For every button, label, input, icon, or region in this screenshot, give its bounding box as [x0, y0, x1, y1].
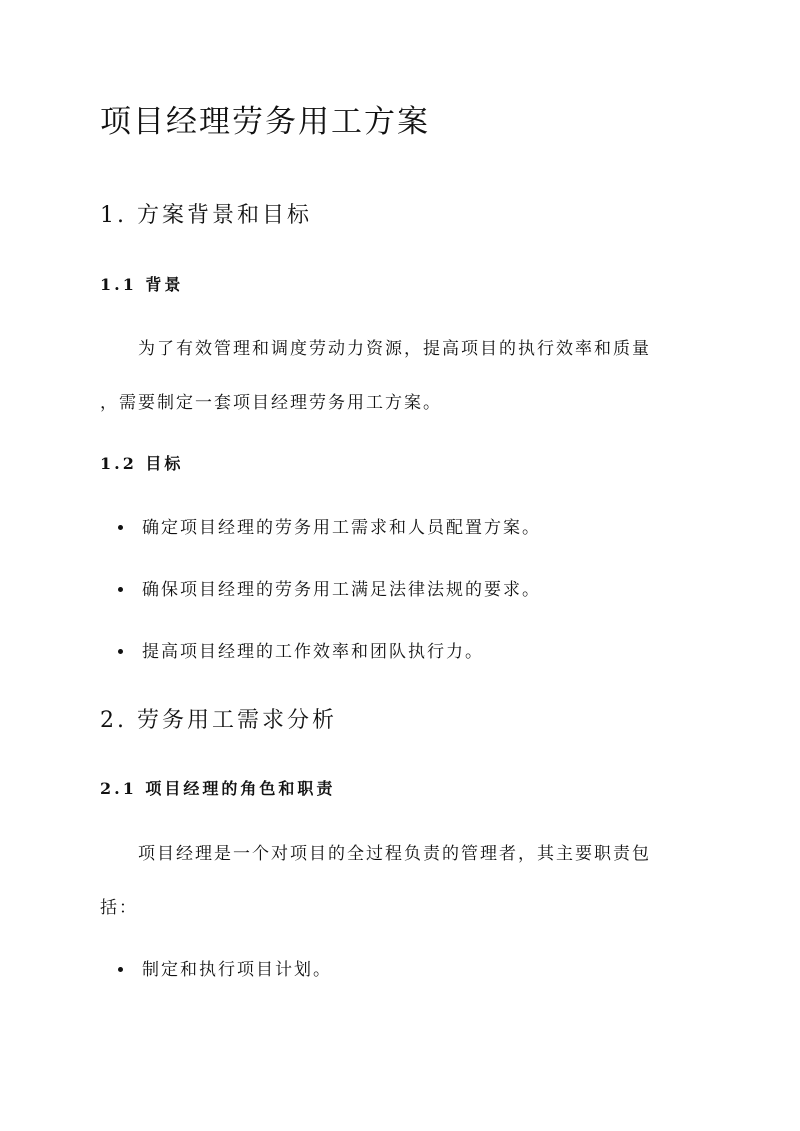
list-item — [118, 575, 541, 600]
paragraph-background — [100, 338, 710, 446]
document-title: 项目经理劳务用工方案 — [100, 104, 430, 140]
section-heading-1: 1. 方案背景和目标 — [100, 203, 312, 228]
paragraph-line: 括： — [100, 898, 138, 918]
paragraph-pm-role — [100, 843, 710, 951]
list-item-text: 提高项目经理的工作效率和团队执行力。 — [142, 642, 484, 662]
list-item — [118, 637, 484, 662]
bullet-icon — [118, 649, 123, 654]
list-item — [118, 955, 332, 980]
bullet-icon — [118, 587, 123, 592]
subsection-heading-1-2: 1.2 目标 — [100, 454, 184, 473]
paragraph-line: 项目经理是一个对项目的全过程负责的管理者，其主要职责包 — [138, 844, 651, 864]
list-item — [118, 513, 541, 538]
paragraph-line: ，需要制定一套项目经理劳务用工方案。 — [100, 393, 442, 413]
list-item-text: 确保项目经理的劳务用工满足法律法规的要求。 — [142, 580, 541, 600]
paragraph-line: 为了有效管理和调度劳动力资源，提高项目的执行效率和质量 — [138, 339, 651, 359]
bullet-icon — [118, 967, 123, 972]
subsection-heading-2-1: 2.1 项目经理的角色和职责 — [100, 779, 336, 798]
bullet-icon — [118, 525, 123, 530]
subsection-heading-1-1: 1.1 背景 — [100, 275, 184, 294]
list-item-text: 制定和执行项目计划。 — [142, 960, 332, 980]
list-item-text: 确定项目经理的劳务用工需求和人员配置方案。 — [142, 518, 541, 538]
section-heading-2: 2. 劳务用工需求分析 — [100, 708, 337, 733]
